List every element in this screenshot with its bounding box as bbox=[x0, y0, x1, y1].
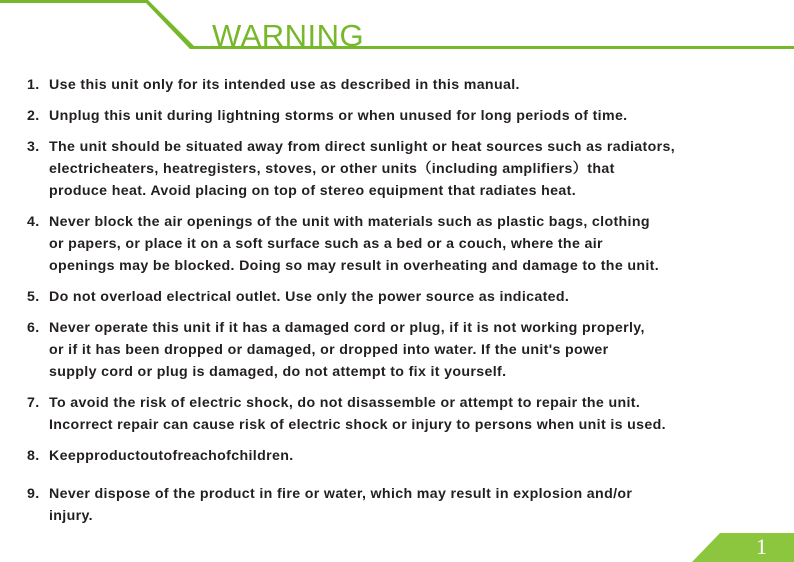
warning-item-text: Do not overload electrical outlet. Use only the power source as indicated. bbox=[49, 289, 570, 305]
warning-item bbox=[27, 211, 767, 277]
warning-list bbox=[27, 74, 767, 527]
warning-item-text: Never operate this unit if it has a damaged cord or plug, if it is not working properly, or if it has been dropped or damaged, or dropped into water. If the unit's power supply cord or plug is damaged, do not attempt to fix it yourself. bbox=[49, 320, 645, 380]
page-title: WARNING bbox=[212, 18, 365, 53]
warning-item bbox=[27, 445, 767, 467]
warning-item-number: 7. bbox=[27, 395, 40, 411]
warning-item-number: 8. bbox=[27, 448, 40, 464]
warning-item-number: 2. bbox=[27, 108, 40, 124]
warning-item bbox=[27, 286, 767, 308]
warning-item bbox=[27, 317, 767, 383]
warning-item-number: 1. bbox=[27, 77, 40, 93]
warning-item-text: To avoid the risk of electric shock, do not disassemble or attempt to repair the unit. Incorrect repair can cause risk of electric shock or injury to persons when unit is used. bbox=[49, 395, 666, 433]
warning-item bbox=[27, 105, 767, 127]
warning-item-text: Never block the air openings of the unit with materials such as plastic bags, clothing or papers, or place it on a soft surface such as a bed or a couch, where the air openings may be blocked. Doing so may result in overheating and damage to the unit. bbox=[49, 214, 660, 274]
header-banner bbox=[0, 0, 794, 59]
warning-item-text: Keepproductoutofreachofchildren. bbox=[49, 448, 294, 464]
warning-item-number: 4. bbox=[27, 214, 40, 230]
header-banner-shape bbox=[0, 0, 794, 59]
warning-item-number: 3. bbox=[27, 139, 40, 155]
warning-item-text: Use this unit only for its intended use as described in this manual. bbox=[49, 77, 520, 93]
warning-item bbox=[27, 483, 767, 527]
warning-item-number: 5. bbox=[27, 289, 40, 305]
page-number: 1 bbox=[756, 534, 767, 559]
warning-item-number: 9. bbox=[27, 486, 40, 502]
page-number-tab bbox=[692, 533, 794, 562]
warning-item bbox=[27, 392, 767, 436]
warning-item-text: The unit should be situated away from direct sunlight or heat sources such as radiators, electricheaters, heatregisters, stoves, or other units（including amplifiers）that produce heat. Avoid placing on top of stereo equipment that radiates heat. bbox=[49, 139, 676, 199]
warning-item-text: Never dispose of the product in fire or water, which may result in explosion and/or injury. bbox=[49, 486, 633, 524]
warning-item bbox=[27, 136, 767, 202]
warning-item-text: Unplug this unit during lightning storms or when unused for long periods of time. bbox=[49, 108, 628, 124]
warning-item-number: 6. bbox=[27, 320, 40, 336]
warning-item bbox=[27, 74, 767, 96]
